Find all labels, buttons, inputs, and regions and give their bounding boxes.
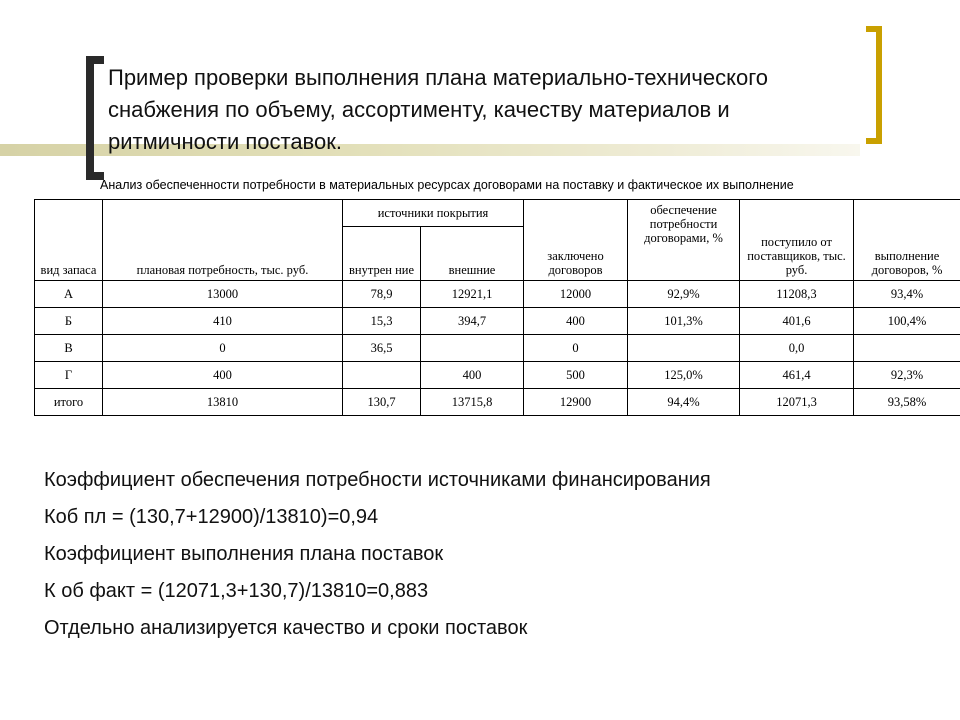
text-line-fulfilment-definition: Коэффициент выполнения плана поставок [44, 543, 444, 565]
cell-external [421, 335, 524, 362]
header-plan: плановая потребность, тыс. руб. [103, 200, 343, 281]
cell-vid: итого [35, 389, 103, 416]
cell-fulfilment: 92,3% [854, 362, 960, 389]
cell-fulfilment: 93,58% [854, 389, 960, 416]
left-bracket-decoration [86, 56, 104, 180]
table-caption: Анализ обеспеченности потребности в материальных ресурсах договорами на поставку и фактическое их выполнение [100, 178, 794, 192]
table-row [35, 335, 960, 362]
cell-provision [628, 335, 740, 362]
cell-received: 401,6 [740, 308, 854, 335]
cell-plan: 410 [103, 308, 343, 335]
table-row [35, 281, 960, 308]
cell-internal: 130,7 [343, 389, 421, 416]
cell-provision: 94,4% [628, 389, 740, 416]
text-line-coef-formula: Коб пл = (130,7+12900)/13810)=0,94 [44, 506, 379, 528]
header-vid: вид запаса [35, 200, 103, 281]
cell-provision: 92,9% [628, 281, 740, 308]
supply-table [34, 199, 960, 416]
header-external: внешние [421, 227, 524, 281]
cell-contracts: 0 [524, 335, 628, 362]
cell-received: 0,0 [740, 335, 854, 362]
right-bracket-decoration [866, 26, 882, 144]
cell-received: 461,4 [740, 362, 854, 389]
cell-contracts: 500 [524, 362, 628, 389]
text-line-fulfilment-formula: К об факт = (12071,3+130,7)/13810=0,883 [44, 580, 429, 602]
cell-internal: 78,9 [343, 281, 421, 308]
cell-external: 394,7 [421, 308, 524, 335]
cell-vid: В [35, 335, 103, 362]
cell-vid: Б [35, 308, 103, 335]
table-row [35, 308, 960, 335]
table-row-total [35, 389, 960, 416]
cell-vid: А [35, 281, 103, 308]
cell-plan: 400 [103, 362, 343, 389]
cell-vid: Г [35, 362, 103, 389]
table-row [35, 362, 960, 389]
cell-plan: 0 [103, 335, 343, 362]
cell-internal: 36,5 [343, 335, 421, 362]
cell-internal: 15,3 [343, 308, 421, 335]
header-internal: внутрен ние [343, 227, 421, 281]
cell-contracts: 12000 [524, 281, 628, 308]
cell-fulfilment: 100,4% [854, 308, 960, 335]
text-line-quality-note: Отдельно анализируется качество и сроки поставок [44, 617, 528, 639]
cell-contracts: 400 [524, 308, 628, 335]
header-contracts: заключено договоров [524, 200, 628, 281]
cell-received: 12071,3 [740, 389, 854, 416]
cell-received: 11208,3 [740, 281, 854, 308]
cell-provision: 125,0% [628, 362, 740, 389]
cell-plan: 13810 [103, 389, 343, 416]
header-sources: источники покрытия [343, 200, 524, 227]
cell-contracts: 12900 [524, 389, 628, 416]
cell-fulfilment [854, 335, 960, 362]
cell-external: 400 [421, 362, 524, 389]
body-text [44, 462, 924, 647]
cell-provision: 101,3% [628, 308, 740, 335]
cell-external: 12921,1 [421, 281, 524, 308]
cell-internal [343, 362, 421, 389]
text-line-coef-definition: Коэффициент обеспечения потребности источниками финансирования [44, 469, 711, 491]
cell-plan: 13000 [103, 281, 343, 308]
slide-title: Пример проверки выполнения плана материально-технического снабжения по объему, ассортименту, качеству материалов и ритмичности поставок. [108, 65, 769, 154]
header-provision: обеспечение потребности договорами, % [628, 200, 740, 281]
header-received: поступило от поставщиков, тыс. руб. [740, 200, 854, 281]
cell-external: 13715,8 [421, 389, 524, 416]
header-fulfilment: выполнение договоров, % [854, 200, 960, 281]
cell-fulfilment: 93,4% [854, 281, 960, 308]
